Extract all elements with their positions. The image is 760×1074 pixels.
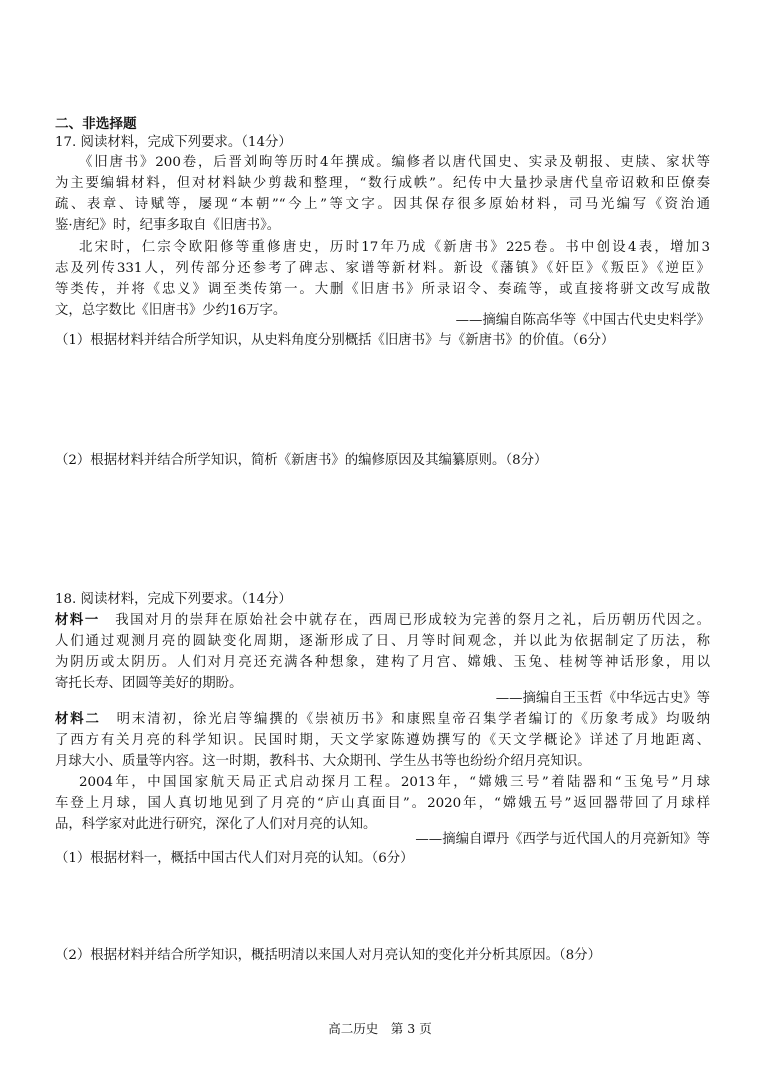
q18-m1-source: ——摘编自王玉哲《中华远古史》等 bbox=[495, 691, 710, 706]
q18-m2-source: ——摘编自谭丹《西学与近代国人的月亮新知》等 bbox=[415, 832, 710, 847]
q18-m1-line: 为阴历或太阴历。人们对月亮还充满各种想象，建构了月宫、嫦娥、玉兔、桂树等神话形象，用以 bbox=[55, 655, 710, 670]
q18-m2-line: 了西方有关月亮的科学知识。民国时期，天文学家陈遵妫撰写的《天文学概论》详述了月地距离、 bbox=[55, 733, 710, 748]
q18-m2-line-first bbox=[55, 710, 710, 730]
material-2-label: 材料二 bbox=[55, 712, 101, 727]
section-title: 二、非选择题 bbox=[55, 116, 137, 132]
q17-source: ——摘编自陈高华等《中国古代史史料学》 bbox=[455, 313, 710, 328]
q18-m2-line: 月球大小、质量等内容。这一时期，教科书、大众期刊、学生丛书等也纷纷介绍月亮知识。 bbox=[55, 754, 591, 769]
q17-p2-line: 文，总字数比《旧唐书》少约16万字。 bbox=[55, 303, 287, 318]
q18-m1-line: 寄托长寿、团圆等美好的期盼。 bbox=[55, 676, 243, 691]
q17-p1-line: 疏、表章、诗赋等，屡现“本朝”“今上”等文字。因其保存很多原始材料，司马光编写《资治通 bbox=[55, 197, 710, 212]
q18-sub2: （2）根据材料并结合所学知识，概括明清以来国人对月亮认知的变化并分析其原因。（8分） bbox=[55, 948, 601, 963]
q18-stem: 18. 阅读材料，完成下列要求。（14分） bbox=[55, 592, 292, 607]
q17-stem: 17. 阅读材料，完成下列要求。（14分） bbox=[55, 135, 292, 150]
material-1-label: 材料一 bbox=[55, 613, 100, 628]
q18-m2b-line: 2004年，中国国家航天局正式启动探月工程。2013年，“嫦娥三号”着陆器和“玉兔号”月球 bbox=[79, 775, 710, 790]
q17-sub2: （2）根据材料并结合所学知识，简析《新唐书》的编修原因及其编纂原则。（8分） bbox=[55, 453, 548, 468]
q17-p2-line: 等类传，并将《忠义》调至类传第一。大删《旧唐书》所录诏令、奏疏等，或直接将骈文改写成散 bbox=[55, 282, 710, 297]
q18-m2-line: 明末清初，徐光启等编撰的《崇祯历书》和康熙皇帝召集学者编订的《历象考成》均吸纳 bbox=[114, 712, 710, 727]
q17-p1-line: 鉴·唐纪》时，纪事多取自《旧唐书》。 bbox=[55, 218, 281, 233]
q18-m1-line: 人们通过观测月亮的圆缺变化周期，逐渐形成了日、月等时间观念，并以此为依据制定了历法，称 bbox=[55, 634, 710, 649]
q18-m2b-line: 车登上月球，国人真切地见到了月亮的“庐山真面目”。2020年，“嫦娥五号”返回器带回了月球样 bbox=[55, 796, 710, 811]
q18-sub1: （1）根据材料一，概括中国古代人们对月亮的认知。（6分） bbox=[55, 851, 414, 866]
page-footer: 高二历史 第 3 页 bbox=[328, 1021, 432, 1036]
q17-p1-line: 《旧唐书》200卷，后晋刘昫等历时4年撰成。编修者以唐代国史、实录及朝报、吏牍、家状等 bbox=[79, 155, 710, 170]
q17-p1-line: 为主要编辑材料，但对材料缺少剪裁和整理，“数行成帙”。纪传中大量抄录唐代皇帝诏敕和臣僚奏 bbox=[55, 176, 710, 191]
q17-p2-line: 北宋时，仁宗令欧阳修等重修唐史，历时17年乃成《新唐书》225卷。书中创设4表，增加3 bbox=[79, 240, 710, 255]
q18-m1-line-first bbox=[55, 611, 710, 631]
q18-m2b-line: 品，科学家对此进行研究，深化了人们对月亮的认知。 bbox=[55, 817, 377, 832]
q17-p2-line: 志及列传331人，列传部分还参考了碑志、家谱等新材料。新设《藩镇》《奸臣》《叛臣》《逆臣》 bbox=[55, 261, 710, 276]
q18-m1-line: 我国对月的崇拜在原始社会中就存在，西周已形成较为完善的祭月之礼，后历朝历代因之。 bbox=[113, 613, 710, 628]
q17-sub1: （1）根据材料并结合所学知识，从史料角度分别概括《旧唐书》与《新唐书》的价值。（6分） bbox=[55, 333, 615, 348]
